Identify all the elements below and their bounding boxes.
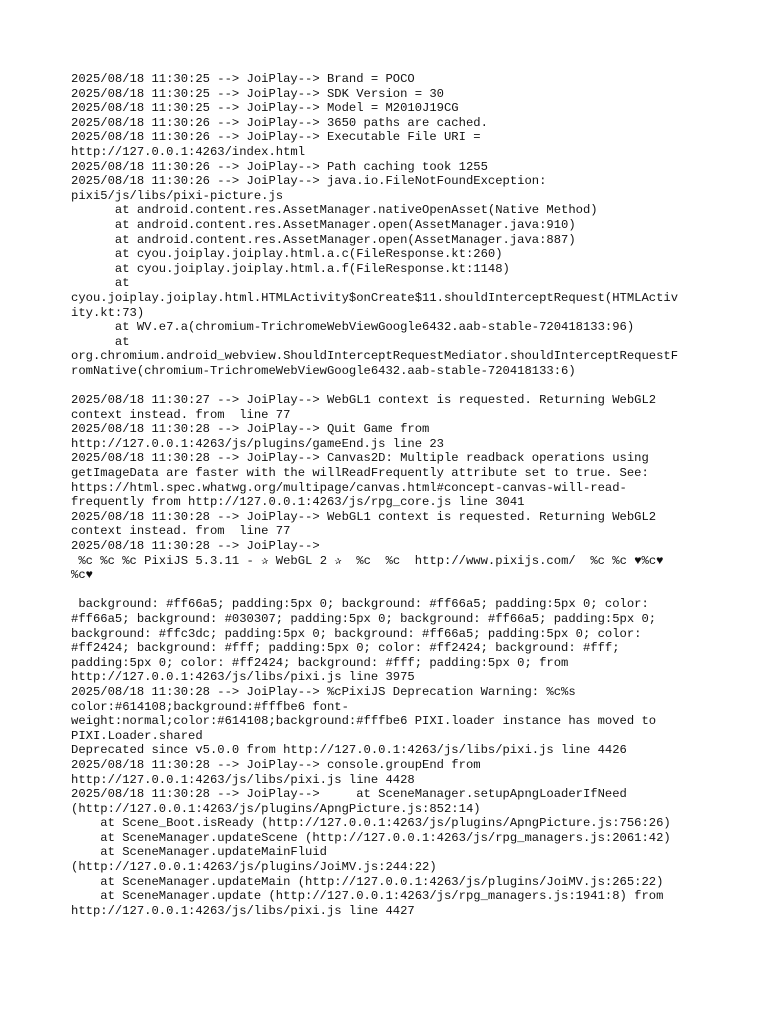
log-line: http://127.0.0.1:4263/js/libs/pixi.js line 4428	[71, 772, 415, 787]
log-line: at	[71, 276, 130, 291]
log-line: %c %c %c PixiJS 5.3.11 - ✰ WebGL 2 ✰ %c %c http://www.pixijs.com/ %c %c ♥%c♥	[71, 553, 664, 568]
log-line: 2025/08/18 11:30:28 --> JoiPlay--> Canvas2D: Multiple readback operations using	[71, 451, 649, 466]
log-line: at SceneManager.updateMain (http://127.0.0.1:4263/js/plugins/JoiMV.js:265:22)	[71, 874, 664, 889]
log-line: http://127.0.0.1:4263/js/libs/pixi.js line 3975	[71, 670, 415, 685]
log-line: romNative(chromium-TrichromeWebViewGoogle6432.aab-stable-720418133:6)	[71, 363, 576, 378]
log-line: frequently from http://127.0.0.1:4263/js/rpg_core.js line 3041	[71, 495, 525, 510]
log-line: Deprecated since v5.0.0 from http://127.0.0.1:4263/js/libs/pixi.js line 4426	[71, 743, 627, 758]
log-line: context instead. from line 77	[71, 524, 291, 539]
log-line: at android.content.res.AssetManager.nativeOpenAsset(Native Method)	[71, 203, 598, 218]
log-line: pixi5/js/libs/pixi-picture.js	[71, 188, 284, 203]
log-line: 2025/08/18 11:30:28 --> JoiPlay--> console.groupEnd from	[71, 757, 481, 772]
log-line: 2025/08/18 11:30:25 --> JoiPlay--> Model = M2010J19CG	[71, 101, 459, 116]
log-line: 2025/08/18 11:30:28 --> JoiPlay--> WebGL1 context is requested. Returning WebGL2	[71, 509, 657, 524]
log-line: at SceneManager.updateMainFluid	[71, 845, 327, 860]
log-text	[71, 72, 701, 918]
log-line: getImageData are faster with the willReadFrequently attribute set to true. See:	[71, 466, 649, 481]
log-line: 2025/08/18 11:30:25 --> JoiPlay--> SDK Version = 30	[71, 86, 444, 101]
log-line: #ff2424; background: #fff; padding:5px 0; color: #ff2424; background: #fff;	[71, 641, 620, 656]
log-line: at Scene_Boot.isReady (http://127.0.0.1:4263/js/plugins/ApngPicture.js:756:26)	[71, 816, 671, 831]
log-line: 2025/08/18 11:30:28 --> JoiPlay--> Quit Game from	[71, 422, 430, 437]
log-line: (http://127.0.0.1:4263/js/plugins/JoiMV.js:244:22)	[71, 860, 437, 875]
log-line: cyou.joiplay.joiplay.html.HTMLActivity$onCreate$11.shouldInterceptRequest(HTMLActiv	[71, 290, 679, 305]
log-line: 2025/08/18 11:30:25 --> JoiPlay--> Brand = POCO	[71, 72, 415, 86]
log-line: #ff66a5; background: #030307; padding:5px 0; background: #ff66a5; padding:5px 0;	[71, 611, 657, 626]
log-line: at SceneManager.updateScene (http://127.0.0.1:4263/js/rpg_managers.js:2061:42)	[71, 830, 671, 845]
log-line: org.chromium.android_webview.ShouldInterceptRequestMediator.shouldInterceptRequestF	[71, 349, 679, 364]
log-line: 2025/08/18 11:30:26 --> JoiPlay--> 3650 paths are cached.	[71, 115, 488, 130]
log-line: (http://127.0.0.1:4263/js/plugins/ApngPicture.js:852:14)	[71, 801, 481, 816]
log-line: at cyou.joiplay.joiplay.html.a.c(FileResponse.kt:260)	[71, 247, 503, 262]
log-line: PIXI.Loader.shared	[71, 728, 203, 743]
log-line: http://127.0.0.1:4263/js/libs/pixi.js line 4427	[71, 903, 415, 918]
log-line: 2025/08/18 11:30:28 --> JoiPlay--> %cPixiJS Deprecation Warning: %c%s	[71, 684, 576, 699]
log-line: https://html.spec.whatwg.org/multipage/canvas.html#concept-canvas-will-read-	[71, 480, 627, 495]
log-line: background: #ffc3dc; padding:5px 0; background: #ff66a5; padding:5px 0; color:	[71, 626, 642, 641]
log-line: background: #ff66a5; padding:5px 0; background: #ff66a5; padding:5px 0; color:	[71, 597, 649, 612]
log-line: at cyou.joiplay.joiplay.html.a.f(FileResponse.kt:1148)	[71, 261, 510, 276]
log-line: color:#614108;background:#fffbe6 font-	[71, 699, 349, 714]
log-line: at android.content.res.AssetManager.open(AssetManager.java:910)	[71, 217, 576, 232]
log-line: ity.kt:73)	[71, 305, 145, 320]
log-line: at SceneManager.update (http://127.0.0.1:4263/js/rpg_managers.js:1941:8) from	[71, 889, 664, 904]
log-line: %c♥	[71, 568, 93, 583]
log-line: at android.content.res.AssetManager.open(AssetManager.java:887)	[71, 232, 576, 247]
log-line: 2025/08/18 11:30:28 --> JoiPlay-->	[71, 539, 320, 553]
log-line: at	[71, 334, 130, 349]
log-line: 2025/08/18 11:30:27 --> JoiPlay--> WebGL1 context is requested. Returning WebGL2	[71, 393, 657, 408]
log-line: 2025/08/18 11:30:26 --> JoiPlay--> Path caching took 1255	[71, 159, 488, 174]
log-line: http://127.0.0.1:4263/index.html	[71, 144, 306, 159]
log-line: at WV.e7.a(chromium-TrichromeWebViewGoogle6432.aab-stable-720418133:96)	[71, 320, 635, 335]
log-line: 2025/08/18 11:30:26 --> JoiPlay--> Executable File URI =	[71, 130, 481, 145]
log-line: 2025/08/18 11:30:26 --> JoiPlay--> java.io.FileNotFoundException:	[71, 174, 547, 189]
log-line: context instead. from line 77	[71, 407, 291, 422]
log-line: http://127.0.0.1:4263/js/plugins/gameEnd.js line 23	[71, 436, 444, 451]
log-line: 2025/08/18 11:30:28 --> JoiPlay--> at SceneManager.setupApngLoaderIfNeed	[71, 787, 627, 802]
log-line: padding:5px 0; color: #ff2424; background: #fff; padding:5px 0; from	[71, 655, 569, 670]
log-line: weight:normal;color:#614108;background:#fffbe6 PIXI.loader instance has moved to	[71, 714, 657, 729]
